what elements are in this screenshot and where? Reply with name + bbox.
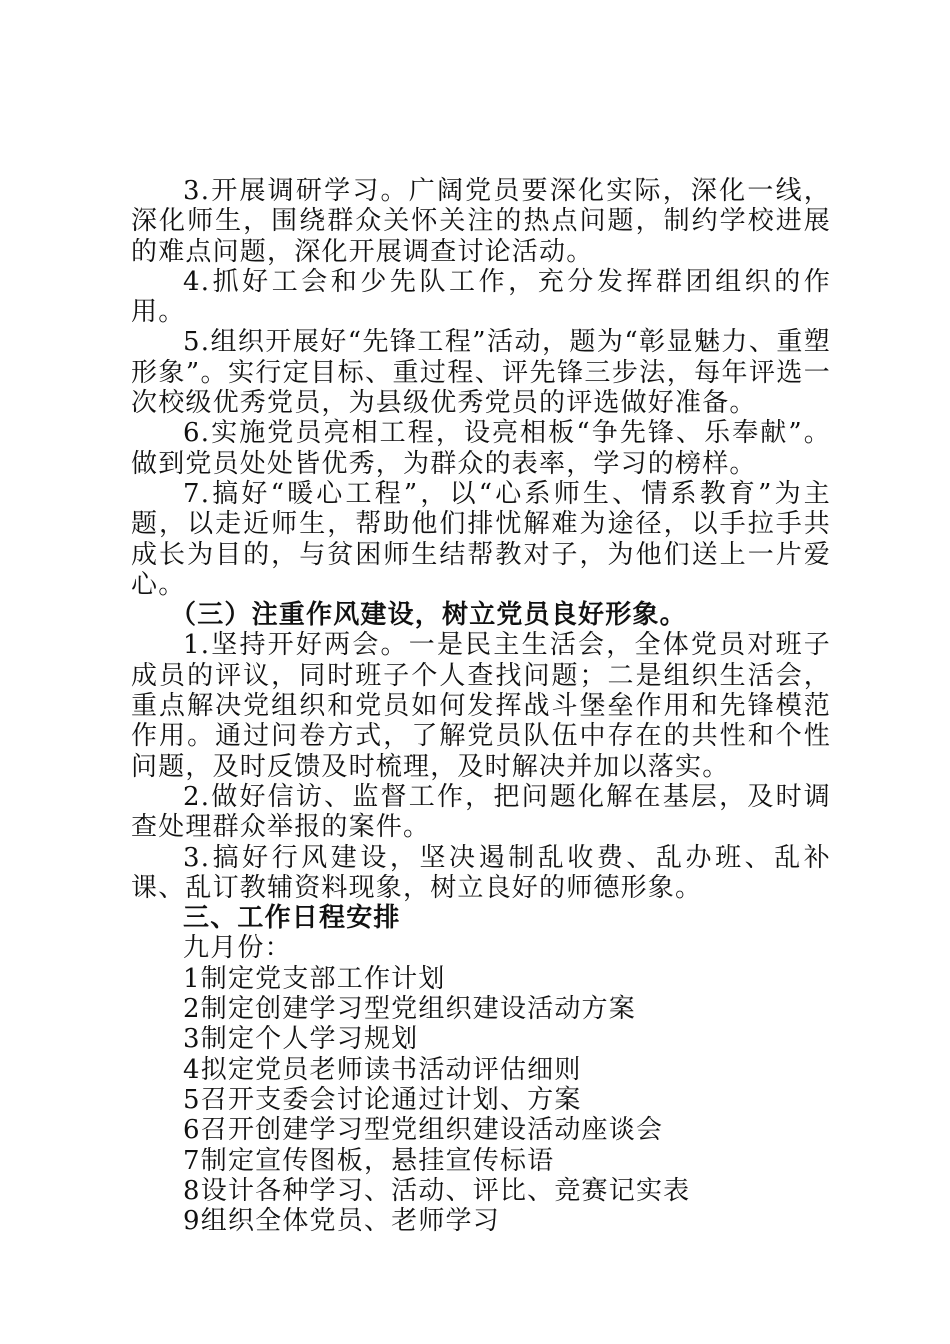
paragraph-item-5: 5.组织开展好“先锋工程”活动，题为“彰显魅力、重塑形象”。实行定目标、重过程、评先锋三步法，每年评选一次校级优秀党员，为县级优秀党员的评选做好准备。 [131,327,831,419]
month-label: 九月份： [183,933,292,964]
task-item: 6召开创建学习型党组织建设活动座谈会 [183,1115,664,1146]
paragraph-item-3: 3.开展调研学习。广阔党员要深化实际，深化一线，深化师生，围绕群众关怀关注的热点问题，制约学校进展的难点问题，深化开展调查讨论活动。 [131,176,831,267]
paragraph-conduct-2: 2.做好信访、监督工作，把问题化解在基层，及时调查处理群众举报的案件。 [131,781,831,843]
task-item: 5召开支委会讨论通过计划、方案 [183,1084,582,1115]
document-page [131,176,831,1236]
task-item: 3制定个人学习规划 [183,1024,419,1055]
paragraph-conduct-1: 1.坚持开好两会。一是民主生活会，全体党员对班子成员的评议，同时班子个人查找问题；二是组织生活会，重点解决党组织和党员如何发挥战斗堡垒作用和先锋模范作用。通过问卷方式，了解党员队伍中存在的共性和个性问题，及时反馈及时梳理，及时解决并加以落实。 [131,630,831,782]
task-item: 8设计各种学习、活动、评比、竞赛记实表 [183,1175,691,1206]
task-item: 9组织全体党员、老师学习 [183,1206,500,1237]
paragraph-item-4: 4.抓好工会和少先队工作，充分发挥群团组织的作用。 [131,266,831,328]
paragraph-conduct-3: 3.搞好行风建设，坚决遏制乱收费、乱办班、乱补课、乱订教辅资料现象，树立良好的师德形象。 [131,842,831,903]
section-heading-conduct: （三）注重作风建设，树立党员良好形象。 [170,600,687,631]
task-item: 4拟定党员老师读书活动评估细则 [183,1054,582,1085]
task-item: 7制定宣传图板，悬挂宣传标语 [183,1145,555,1176]
paragraph-item-7: 7.搞好“暖心工程”，以“心系师生、情系教育”为主题，以走近师生，帮助他们排忧解难为途径，以手拉手共成长为目的，与贫困师生结帮教对子，为他们送上一片爱心。 [131,478,831,600]
section-heading-schedule: 三、工作日程安排 [183,903,401,934]
task-item: 1制定党支部工作计划 [183,963,446,994]
paragraph-item-6: 6.实施党员亮相工程，设亮相板“争先锋、乐奉献”。做到党员处处皆优秀，为群众的表率，学习的榜样。 [131,418,831,479]
task-item: 2制定创建学习型党组织建设活动方案 [183,994,636,1025]
